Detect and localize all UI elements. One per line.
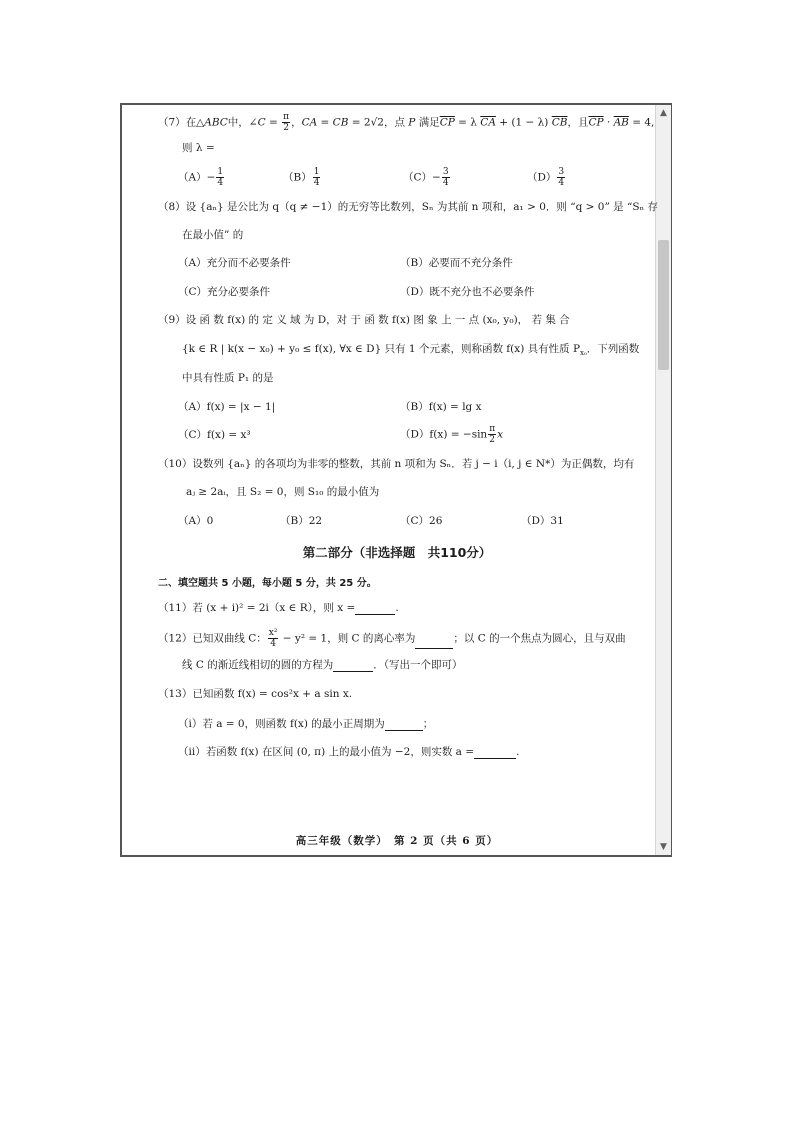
q9-line3: 中具有性质 P₁ 的是 <box>182 372 274 384</box>
q9-option-a: （A）f(x) = |x − 1| <box>178 401 276 413</box>
q9-option-d: （D）f(x) = −sin $\frac{\pi}{2}$ x <box>400 424 504 445</box>
vertical-scrollbar[interactable] <box>655 105 671 855</box>
q9-option-c: （C）f(x) = x³ <box>178 429 251 441</box>
q13-sub1: （ⅰ）若 a = 0，则函数 f(x) 的最小正周期为 ； <box>178 718 434 730</box>
q13-period-blank[interactable] <box>385 716 423 731</box>
scroll-down-icon[interactable]: ▼ <box>660 842 667 852</box>
q8-option-d: （D）既不充分也不必要条件 <box>400 286 535 298</box>
q10-line2: aⱼ ≥ 2aᵢ，且 S₂ = 0，则 S₁₀ 的最小值为 <box>186 486 380 498</box>
q7-line2: 则 λ = <box>182 142 215 154</box>
q13-sub2: （ⅱ）若函数 f(x) 在区间 (0, π) 上的最小值为 −2，则实数 a = . <box>178 746 520 758</box>
scroll-up-icon[interactable]: ▲ <box>660 108 667 118</box>
q13-a-blank[interactable] <box>474 744 516 759</box>
q10-stem: （10）设数列 {aₙ} 的各项均为非零的整数，其前 n 项和为 Sₙ．若 j − i（i, j ∈ N*）为正偶数，均有 <box>158 458 635 470</box>
q7-option-b: （B） $\frac{1}{4}$ <box>283 167 320 188</box>
q8-line2: 在最小值” 的 <box>182 229 244 241</box>
q8-stem: （8）设 {aₙ} 是公比为 q（q ≠ −1）的无穷等比数列，Sₙ 为其前 n 项和，a₁ > 0．则 “q > 0” 是 “Sₙ 存 <box>158 201 658 213</box>
q13-stem: （13）已知函数 f(x) = cos²x + a sin x. <box>158 688 353 700</box>
q7-stem: （7）在△ABC中，∠C = $\frac{\pi}{2}$ ，CA = CB = 2√2，点 P 满足$\overline{CP} = \lambda$ $\overline{CA} + (1 - \lambda)$ $\overline{CB}$，且$\overline{CP} \cdot \overline{AB} = 4$, <box>158 112 655 133</box>
q12-line2: 线 C 的渐近线相切的圆的方程为 ．（写出一个即可） <box>182 659 463 671</box>
bottom-border <box>122 855 670 857</box>
q12-eccentricity-blank[interactable] <box>415 634 453 649</box>
q8-option-b: （B）必要而不充分条件 <box>400 257 513 269</box>
q11-stem: （11）若 (x + i)² = 2i（x ∈ R），则 x = . <box>158 602 399 614</box>
section2-heading: 二、填空题共 5 小题，每小题 5 分，共 25 分。 <box>158 578 377 589</box>
q8-option-c: （C）充分必要条件 <box>178 286 271 298</box>
q9-option-b: （B）f(x) = lg x <box>400 401 482 413</box>
q10-option-b: （B）22 <box>280 515 323 527</box>
q8-option-a: （A）充分而不必要条件 <box>178 257 291 269</box>
q11-answer-blank[interactable] <box>355 600 395 615</box>
part2-title: 第二部分（非选择题 共110分） <box>302 545 492 560</box>
q10-option-a: （A）0 <box>178 515 214 527</box>
q12-stem: （12）已知双曲线 C： $\frac{\text{x²}}{4}$ − y² = 1，则 C 的离心率为 ；以 C 的一个焦点为圆心，且与双曲 <box>158 628 626 649</box>
q7-option-c: （C）− $\frac{3}{4}$ <box>403 167 449 188</box>
q9-line2: {k ∈ R | k(x − x₀) + y₀ ≤ f(x), ∀x ∈ D} 只有 1 个元素，则称函数 f(x) 具有性质 $P_{x_0}$．下列函数 <box>182 343 640 358</box>
q9-stem: （9）设 函 数 f(x) 的 定 义 域 为 D，对 于 函 数 f(x) 图 象 上 一 点 (x₀, y₀)， 若 集 合 <box>158 314 570 326</box>
page-footer: 高三年级（数学） 第 2 页（共 6 页） <box>295 835 499 847</box>
q7-option-d: （D） $\frac{3}{4}$ <box>527 167 565 188</box>
q10-option-d: （D）31 <box>521 515 564 527</box>
q12-circle-blank[interactable] <box>333 657 373 672</box>
q10-option-c: （C）26 <box>400 515 443 527</box>
scroll-thumb[interactable] <box>658 240 669 370</box>
q7-option-a: （A）− $\frac{1}{4}$ <box>178 167 224 188</box>
pi-over-2: $\frac{\pi}{2}$ <box>283 112 290 133</box>
